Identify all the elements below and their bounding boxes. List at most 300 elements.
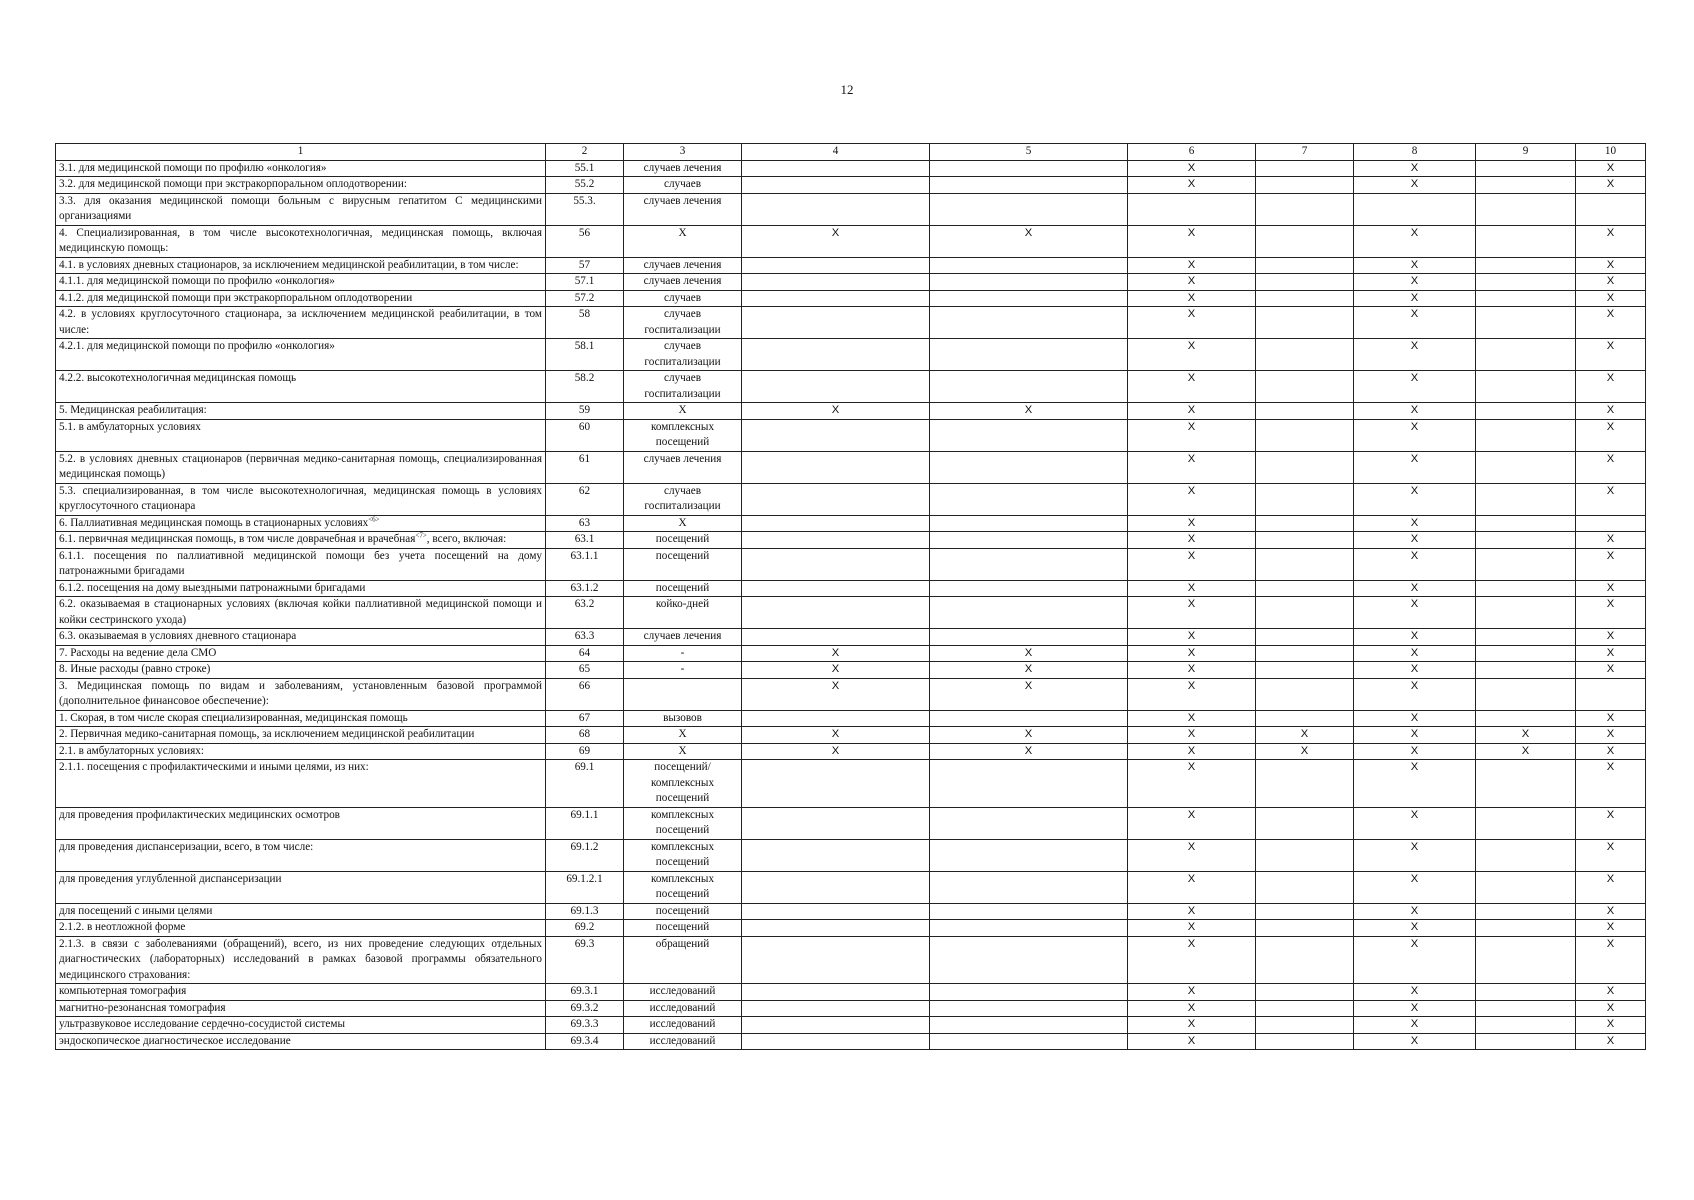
- column-10-cell: X: [1576, 743, 1646, 760]
- column-7-cell: [1256, 839, 1354, 871]
- column-10-cell: X: [1576, 532, 1646, 549]
- column-6-cell: X: [1128, 678, 1256, 710]
- indicator-name-text: 2.1.2. в неотложной форме: [59, 921, 186, 933]
- column-number: 4: [742, 144, 930, 161]
- column-10-cell: X: [1576, 160, 1646, 177]
- column-8-cell: X: [1354, 225, 1476, 257]
- column-8-cell: X: [1354, 532, 1476, 549]
- column-number-row: [56, 144, 1646, 161]
- column-4-cell: [742, 257, 930, 274]
- column-9-cell: [1476, 371, 1576, 403]
- column-8-cell: X: [1354, 839, 1476, 871]
- line-number-cell: 56: [546, 225, 624, 257]
- column-10-cell: X: [1576, 403, 1646, 420]
- column-4-cell: X: [742, 743, 930, 760]
- column-7-cell: [1256, 1033, 1354, 1050]
- column-10-cell: X: [1576, 274, 1646, 291]
- column-7-cell: [1256, 160, 1354, 177]
- indicator-name-cell: [56, 936, 546, 984]
- unit-cell: X: [624, 743, 742, 760]
- unit-cell: -: [624, 662, 742, 679]
- column-8-cell: X: [1354, 903, 1476, 920]
- column-5-cell: [930, 1000, 1128, 1017]
- indicator-name-text: 1. Скорая, в том числе скорая специализированная, медицинская помощь: [59, 711, 408, 724]
- column-5-cell: [930, 307, 1128, 339]
- column-8-cell: X: [1354, 1017, 1476, 1034]
- column-5-cell: [930, 597, 1128, 629]
- column-10-cell: X: [1576, 225, 1646, 257]
- line-number-cell: 60: [546, 419, 624, 451]
- column-4-cell: X: [742, 678, 930, 710]
- column-7-cell: [1256, 339, 1354, 371]
- column-6-cell: X: [1128, 629, 1256, 646]
- indicator-name-cell: [56, 483, 546, 515]
- table-row: [56, 710, 1646, 727]
- column-number: 9: [1476, 144, 1576, 161]
- table-row: [56, 1000, 1646, 1017]
- column-6-cell: X: [1128, 339, 1256, 371]
- column-8-cell: X: [1354, 629, 1476, 646]
- table-row: [56, 451, 1646, 483]
- table-row: [56, 371, 1646, 403]
- column-7-cell: [1256, 548, 1354, 580]
- column-10-cell: X: [1576, 257, 1646, 274]
- unit-cell: посещений: [624, 903, 742, 920]
- column-4-cell: [742, 936, 930, 984]
- column-9-cell: X: [1476, 743, 1576, 760]
- table-row: [56, 548, 1646, 580]
- column-4-cell: [742, 839, 930, 871]
- column-6-cell: X: [1128, 936, 1256, 984]
- table-row: [56, 339, 1646, 371]
- column-9-cell: [1476, 177, 1576, 194]
- column-8-cell: X: [1354, 483, 1476, 515]
- table-row: [56, 984, 1646, 1001]
- column-10-cell: X: [1576, 419, 1646, 451]
- column-9-cell: [1476, 419, 1576, 451]
- column-9-cell: [1476, 710, 1576, 727]
- column-4-cell: [742, 515, 930, 532]
- line-number-cell: 69: [546, 743, 624, 760]
- indicator-name-cell: [56, 177, 546, 194]
- indicator-name-text: 2. Первичная медико-санитарная помощь, за исключением медицинской реабилитации: [59, 728, 475, 740]
- column-5-cell: [930, 419, 1128, 451]
- unit-cell: посещений: [624, 532, 742, 549]
- indicator-name-text: 7. Расходы на ведение дела СМО: [59, 646, 217, 659]
- indicator-name-text: 4.1.2. для медицинской помощи при экстракорпоральном оплодотворении: [59, 291, 413, 304]
- column-6-cell: X: [1128, 371, 1256, 403]
- column-9-cell: [1476, 645, 1576, 662]
- column-4-cell: [742, 1017, 930, 1034]
- column-5-cell: [930, 339, 1128, 371]
- indicator-name-text: 2.1. в амбулаторных условиях:: [59, 744, 205, 757]
- column-9-cell: [1476, 257, 1576, 274]
- indicator-name-text: 6.1. первичная медицинская помощь, в том числе доврачебная и врачебная: [59, 533, 416, 545]
- indicator-name-text: 3.1. для медицинской помощи по профилю «онкология»: [59, 161, 327, 174]
- line-number-cell: 69.1.2: [546, 839, 624, 871]
- column-4-cell: [742, 177, 930, 194]
- column-7-cell: [1256, 419, 1354, 451]
- column-10-cell: X: [1576, 1000, 1646, 1017]
- column-9-cell: [1476, 225, 1576, 257]
- unit-cell: койко-дней: [624, 597, 742, 629]
- indicator-name-cell: [56, 839, 546, 871]
- column-6-cell: X: [1128, 710, 1256, 727]
- column-4-cell: [742, 984, 930, 1001]
- column-6-cell: X: [1128, 1000, 1256, 1017]
- table-row: [56, 274, 1646, 291]
- column-9-cell: [1476, 984, 1576, 1001]
- line-number-cell: 69.1.2.1: [546, 871, 624, 903]
- column-5-cell: X: [930, 678, 1128, 710]
- column-9-cell: [1476, 871, 1576, 903]
- column-9-cell: [1476, 307, 1576, 339]
- line-number-cell: 69.3.1: [546, 984, 624, 1001]
- column-8-cell: X: [1354, 710, 1476, 727]
- table-row: [56, 662, 1646, 679]
- column-5-cell: [930, 936, 1128, 984]
- indicator-name-text: для проведения углубленной диспансеризации: [59, 872, 282, 885]
- column-7-cell: [1256, 193, 1354, 225]
- column-9-cell: [1476, 193, 1576, 225]
- unit-cell: посещений/ комплексных посещений: [624, 760, 742, 808]
- column-5-cell: [930, 984, 1128, 1001]
- unit-cell: вызовов: [624, 710, 742, 727]
- column-5-cell: X: [930, 403, 1128, 420]
- column-9-cell: [1476, 515, 1576, 532]
- table-row: [56, 678, 1646, 710]
- page-number: 12: [840, 82, 854, 97]
- indicator-name-cell: [56, 371, 546, 403]
- table-row: [56, 1017, 1646, 1034]
- indicator-name-text: 6.1.1. посещения по паллиативной медицинской помощи без учета посещений на дому патронажными бригадами: [59, 549, 542, 577]
- column-8-cell: X: [1354, 678, 1476, 710]
- indicator-name-text: 5.1. в амбулаторных условиях: [59, 420, 201, 433]
- column-9-cell: [1476, 403, 1576, 420]
- indicator-name-cell: [56, 662, 546, 679]
- indicator-name-cell: [56, 403, 546, 420]
- unit-cell: посещений: [624, 920, 742, 937]
- column-10-cell: X: [1576, 839, 1646, 871]
- indicator-name-cell: [56, 597, 546, 629]
- column-10-cell: X: [1576, 920, 1646, 937]
- unit-cell: случаев лечения: [624, 451, 742, 483]
- unit-cell: [624, 678, 742, 710]
- indicator-name-cell: [56, 1000, 546, 1017]
- table-row: [56, 532, 1646, 549]
- column-10-cell: [1576, 193, 1646, 225]
- column-4-cell: X: [742, 225, 930, 257]
- line-number-cell: 58: [546, 307, 624, 339]
- column-4-cell: [742, 903, 930, 920]
- line-number-cell: 69.2: [546, 920, 624, 937]
- column-6-cell: X: [1128, 483, 1256, 515]
- unit-cell: случаев лечения: [624, 274, 742, 291]
- column-5-cell: [930, 920, 1128, 937]
- column-number: 7: [1256, 144, 1354, 161]
- unit-cell: исследований: [624, 1017, 742, 1034]
- column-8-cell: X: [1354, 307, 1476, 339]
- line-number-cell: 65: [546, 662, 624, 679]
- column-10-cell: X: [1576, 371, 1646, 403]
- column-5-cell: [930, 710, 1128, 727]
- line-number-cell: 68: [546, 727, 624, 744]
- unit-cell: комплексных посещений: [624, 871, 742, 903]
- indicator-name-text: 4.2.2. высокотехнологичная медицинская помощь: [59, 372, 297, 384]
- indicator-name-text: 6. Паллиативная медицинская помощь в стационарных условиях: [59, 516, 369, 529]
- table-row: [56, 807, 1646, 839]
- unit-cell: случаев госпитализации: [624, 483, 742, 515]
- column-4-cell: [742, 290, 930, 307]
- column-7-cell: [1256, 871, 1354, 903]
- unit-cell: комплексных посещений: [624, 807, 742, 839]
- column-7-cell: [1256, 257, 1354, 274]
- column-5-cell: X: [930, 727, 1128, 744]
- column-10-cell: X: [1576, 548, 1646, 580]
- column-9-cell: [1476, 274, 1576, 291]
- column-4-cell: [742, 419, 930, 451]
- column-4-cell: [742, 274, 930, 291]
- column-5-cell: [930, 839, 1128, 871]
- column-4-cell: [742, 193, 930, 225]
- indicator-name-text: 8. Иные расходы (равно строке): [59, 663, 211, 675]
- column-9-cell: [1476, 920, 1576, 937]
- column-10-cell: X: [1576, 936, 1646, 984]
- line-number-cell: 63.2: [546, 597, 624, 629]
- column-5-cell: [930, 548, 1128, 580]
- indicator-name-text: 4. Специализированная, в том числе высокотехнологичная, медицинская помощь, включая медицинскую помощь:: [59, 226, 542, 254]
- line-number-cell: 55.1: [546, 160, 624, 177]
- column-9-cell: [1476, 580, 1576, 597]
- column-4-cell: [742, 580, 930, 597]
- column-5-cell: X: [930, 743, 1128, 760]
- column-number: 2: [546, 144, 624, 161]
- indicator-name-text: для проведения диспансеризации, всего, в том числе:: [59, 840, 314, 853]
- line-number-cell: 59: [546, 403, 624, 420]
- unit-cell: случаев госпитализации: [624, 339, 742, 371]
- column-8-cell: X: [1354, 339, 1476, 371]
- column-number: 10: [1576, 144, 1646, 161]
- footnote-ref: <7>: [415, 531, 427, 540]
- column-7-cell: [1256, 920, 1354, 937]
- column-10-cell: X: [1576, 629, 1646, 646]
- column-4-cell: [742, 871, 930, 903]
- indicator-name-cell: [56, 1033, 546, 1050]
- column-6-cell: X: [1128, 451, 1256, 483]
- column-4-cell: [742, 597, 930, 629]
- column-number: 8: [1354, 144, 1476, 161]
- column-4-cell: [742, 307, 930, 339]
- line-number-cell: 63.1.1: [546, 548, 624, 580]
- column-6-cell: X: [1128, 160, 1256, 177]
- line-number-cell: 63.1: [546, 532, 624, 549]
- column-5-cell: [930, 290, 1128, 307]
- column-7-cell: [1256, 580, 1354, 597]
- unit-cell: X: [624, 515, 742, 532]
- indicator-name-cell: [56, 160, 546, 177]
- column-10-cell: X: [1576, 807, 1646, 839]
- indicator-name-cell: [56, 629, 546, 646]
- indicator-name-text: магнитно-резонансная томография: [59, 1001, 226, 1014]
- column-6-cell: X: [1128, 984, 1256, 1001]
- indicator-name-text: 3.3. для оказания медицинской помощи больным с вирусным гепатитом С медицинскими организациями: [59, 194, 542, 222]
- line-number-cell: 69.3.4: [546, 1033, 624, 1050]
- table-row: [56, 760, 1646, 808]
- line-number-cell: 69.3.3: [546, 1017, 624, 1034]
- unit-cell: исследований: [624, 984, 742, 1001]
- indicator-name-cell: [56, 710, 546, 727]
- column-6-cell: X: [1128, 532, 1256, 549]
- indicator-name-cell: [56, 920, 546, 937]
- line-number-cell: 69.1: [546, 760, 624, 808]
- unit-cell: случаев лечения: [624, 629, 742, 646]
- column-10-cell: X: [1576, 871, 1646, 903]
- line-number-cell: 66: [546, 678, 624, 710]
- column-7-cell: [1256, 274, 1354, 291]
- column-8-cell: X: [1354, 274, 1476, 291]
- table-row: [56, 483, 1646, 515]
- column-8-cell: X: [1354, 871, 1476, 903]
- column-4-cell: X: [742, 727, 930, 744]
- line-number-cell: 67: [546, 710, 624, 727]
- table-row: [56, 290, 1646, 307]
- unit-cell: случаев: [624, 177, 742, 194]
- table-row: [56, 839, 1646, 871]
- column-9-cell: [1476, 160, 1576, 177]
- column-6-cell: X: [1128, 903, 1256, 920]
- indicator-name-text: эндоскопическое диагностическое исследование: [59, 1034, 291, 1047]
- indicator-name-cell: [56, 274, 546, 291]
- column-6-cell: X: [1128, 515, 1256, 532]
- column-5-cell: [930, 177, 1128, 194]
- column-5-cell: [930, 871, 1128, 903]
- line-number-cell: 63.3: [546, 629, 624, 646]
- column-6-cell: X: [1128, 662, 1256, 679]
- table-row: [56, 743, 1646, 760]
- table-row: [56, 403, 1646, 420]
- table-row: [56, 920, 1646, 937]
- indicator-name-cell: [56, 548, 546, 580]
- column-7-cell: [1256, 1017, 1354, 1034]
- column-4-cell: [742, 807, 930, 839]
- column-9-cell: [1476, 339, 1576, 371]
- column-8-cell: X: [1354, 419, 1476, 451]
- column-6-cell: X: [1128, 645, 1256, 662]
- column-8-cell: X: [1354, 371, 1476, 403]
- unit-cell: X: [624, 727, 742, 744]
- unit-cell: исследований: [624, 1033, 742, 1050]
- indicator-name-text: 6.2. оказываемая в стационарных условиях (включая койки паллиативной медицинской помощи и койки сестринского ухода): [59, 598, 542, 626]
- unit-cell: случаев лечения: [624, 193, 742, 225]
- column-6-cell: X: [1128, 597, 1256, 629]
- column-8-cell: X: [1354, 515, 1476, 532]
- indicator-name-text: 5. Медицинская реабилитация:: [59, 404, 207, 416]
- line-number-cell: 64: [546, 645, 624, 662]
- column-7-cell: [1256, 483, 1354, 515]
- column-10-cell: X: [1576, 760, 1646, 808]
- indicator-name-text: 3.2. для медицинской помощи при экстракорпоральном оплодотворении:: [59, 178, 407, 190]
- footnote-ref: <6>: [368, 515, 380, 523]
- line-number-cell: 62: [546, 483, 624, 515]
- column-5-cell: [930, 371, 1128, 403]
- column-8-cell: X: [1354, 290, 1476, 307]
- indicator-name-cell: [56, 760, 546, 808]
- indicator-name-cell: [56, 645, 546, 662]
- column-10-cell: X: [1576, 710, 1646, 727]
- column-7-cell: [1256, 807, 1354, 839]
- column-9-cell: [1476, 903, 1576, 920]
- column-6-cell: X: [1128, 403, 1256, 420]
- table-row: [56, 515, 1646, 532]
- column-6-cell: X: [1128, 580, 1256, 597]
- column-8-cell: X: [1354, 403, 1476, 420]
- column-8-cell: X: [1354, 451, 1476, 483]
- column-5-cell: [930, 807, 1128, 839]
- table-row: [56, 936, 1646, 984]
- column-7-cell: [1256, 515, 1354, 532]
- column-7-cell: [1256, 177, 1354, 194]
- column-10-cell: X: [1576, 903, 1646, 920]
- column-6-cell: X: [1128, 177, 1256, 194]
- column-10-cell: X: [1576, 984, 1646, 1001]
- column-6-cell: X: [1128, 419, 1256, 451]
- column-10-cell: X: [1576, 290, 1646, 307]
- column-8-cell: X: [1354, 984, 1476, 1001]
- indicator-name-text: 2.1.3. в связи с заболеваниями (обращений), всего, из них проведение следующих отдельных диагностических (лабораторных) исследований в рамках базовой программы обязательного медицинского страхования:: [59, 937, 542, 981]
- column-10-cell: [1576, 678, 1646, 710]
- column-7-cell: [1256, 532, 1354, 549]
- indicator-name-text: 4.2. в условиях круглосуточного стационара, за исключением медицинской реабилитации, в том числе:: [59, 308, 542, 336]
- column-7-cell: [1256, 629, 1354, 646]
- indicator-name-cell: [56, 515, 546, 532]
- indicator-name-cell: [56, 451, 546, 483]
- column-6-cell: X: [1128, 225, 1256, 257]
- column-8-cell: X: [1354, 760, 1476, 808]
- column-4-cell: [742, 483, 930, 515]
- column-8-cell: X: [1354, 1033, 1476, 1050]
- column-10-cell: X: [1576, 339, 1646, 371]
- indicator-name-cell: [56, 871, 546, 903]
- unit-cell: X: [624, 403, 742, 420]
- column-7-cell: [1256, 1000, 1354, 1017]
- indicator-name-text: 3. Медицинская помощь по видам и заболеваниям, установленным базовой программой (дополнительное финансовое обеспечение):: [59, 679, 542, 707]
- column-8-cell: X: [1354, 597, 1476, 629]
- column-6-cell: X: [1128, 307, 1256, 339]
- column-8-cell: X: [1354, 807, 1476, 839]
- column-8-cell: X: [1354, 257, 1476, 274]
- column-5-cell: X: [930, 645, 1128, 662]
- line-number-cell: 69.3: [546, 936, 624, 984]
- column-4-cell: [742, 548, 930, 580]
- column-4-cell: [742, 451, 930, 483]
- column-7-cell: [1256, 760, 1354, 808]
- column-5-cell: [930, 580, 1128, 597]
- line-number-cell: 69.3.2: [546, 1000, 624, 1017]
- indicator-name-cell: [56, 419, 546, 451]
- column-6-cell: X: [1128, 257, 1256, 274]
- column-10-cell: X: [1576, 307, 1646, 339]
- line-number-cell: 58.1: [546, 339, 624, 371]
- column-9-cell: [1476, 1033, 1576, 1050]
- indicator-name-cell: [56, 1017, 546, 1034]
- column-4-cell: [742, 920, 930, 937]
- line-number-cell: 57: [546, 257, 624, 274]
- indicator-name-cell: [56, 984, 546, 1001]
- line-number-cell: 69.1.3: [546, 903, 624, 920]
- indicator-name-tail: , всего, включая:: [426, 533, 507, 545]
- column-8-cell: X: [1354, 580, 1476, 597]
- column-5-cell: [930, 1017, 1128, 1034]
